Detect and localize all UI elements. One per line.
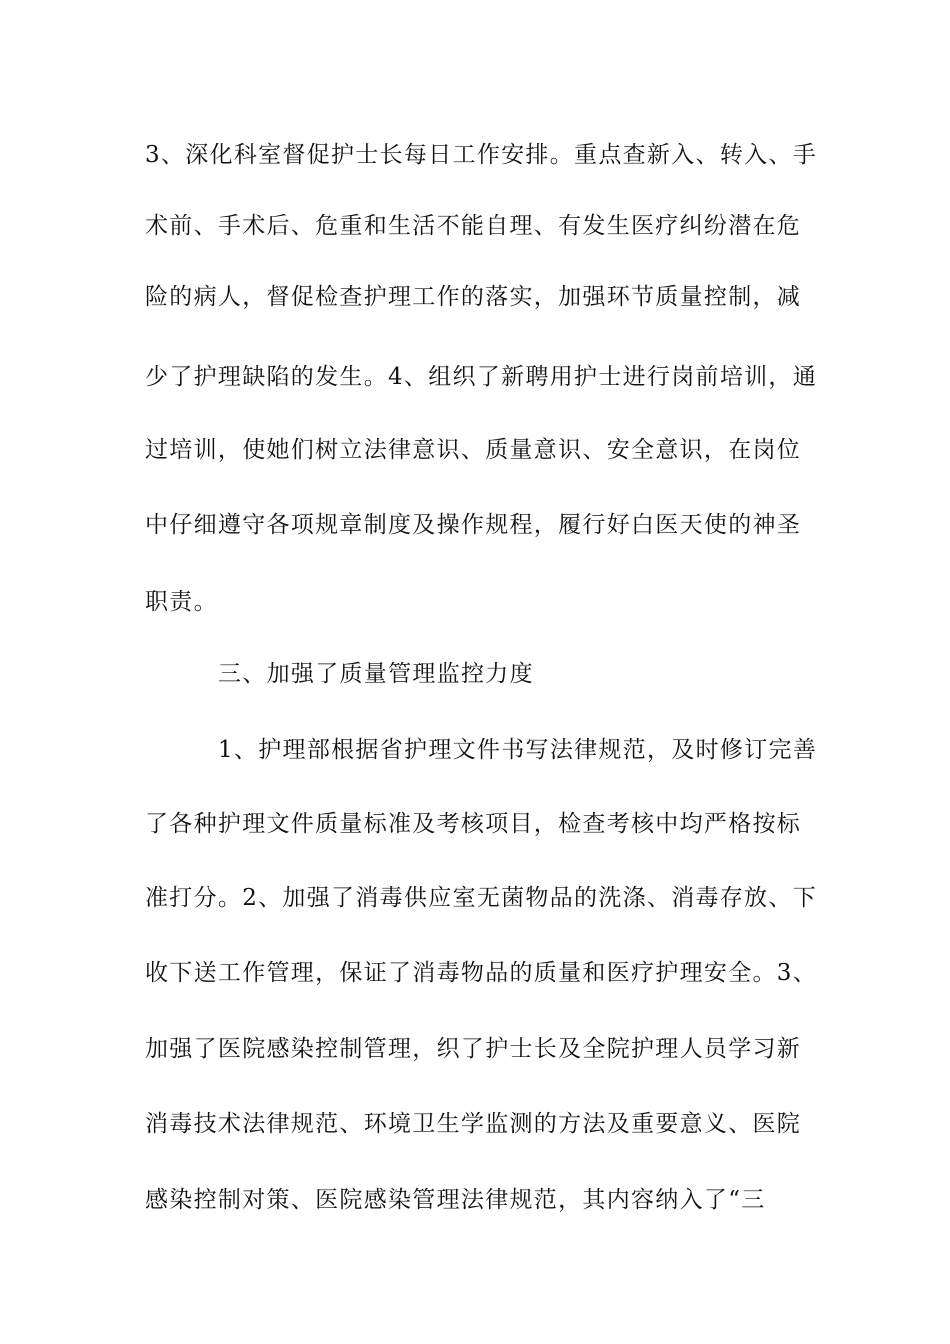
text-line: 职责。 — [145, 589, 218, 615]
text-line: 险的病人，督促检查护理工作的落实，加强环节质量控制，减 — [145, 284, 802, 310]
text-line: 中仔细遵守各项规章制度及操作规程，履行好白医天使的神圣 — [145, 512, 802, 538]
text-line: 感染控制对策、医院感染管理法律规范，其内容纳入了“三 — [145, 1187, 766, 1213]
text-line: 加强了医院感染控制管理，织了护士长及全院护理人员学习新 — [145, 1036, 802, 1062]
text-line: 术前、手术后、危重和生活不能自理、有发生医疗纠纷潜在危 — [145, 213, 802, 239]
text-line: 收下送工作管理，保证了消毒物品的质量和医疗护理安全。3、 — [145, 960, 818, 986]
text-line: 少了护理缺陷的发生。4、组织了新聘用护士进行岗前培训，通 — [145, 364, 818, 390]
text-line: 过培训，使她们树立法律意识、质量意识、安全意识，在岗位 — [145, 437, 802, 463]
text-line: 消毒技术法律规范、环境卫生学监测的方法及重要意义、医院 — [145, 1111, 802, 1137]
text-line: 1、护理部根据省护理文件书写法律规范，及时修订完善 — [218, 737, 818, 763]
text-line: 准打分。2、加强了消毒供应室无菌物品的洗涤、消毒存放、下 — [145, 885, 818, 911]
text-line: 3、深化科室督促护士长每日工作安排。重点查新入、转入、手 — [145, 142, 818, 168]
section-heading: 三、加强了质量管理监控力度 — [218, 661, 534, 687]
text-line: 了各种护理文件质量标准及考核项目，检查考核中均严格按标 — [145, 811, 802, 837]
